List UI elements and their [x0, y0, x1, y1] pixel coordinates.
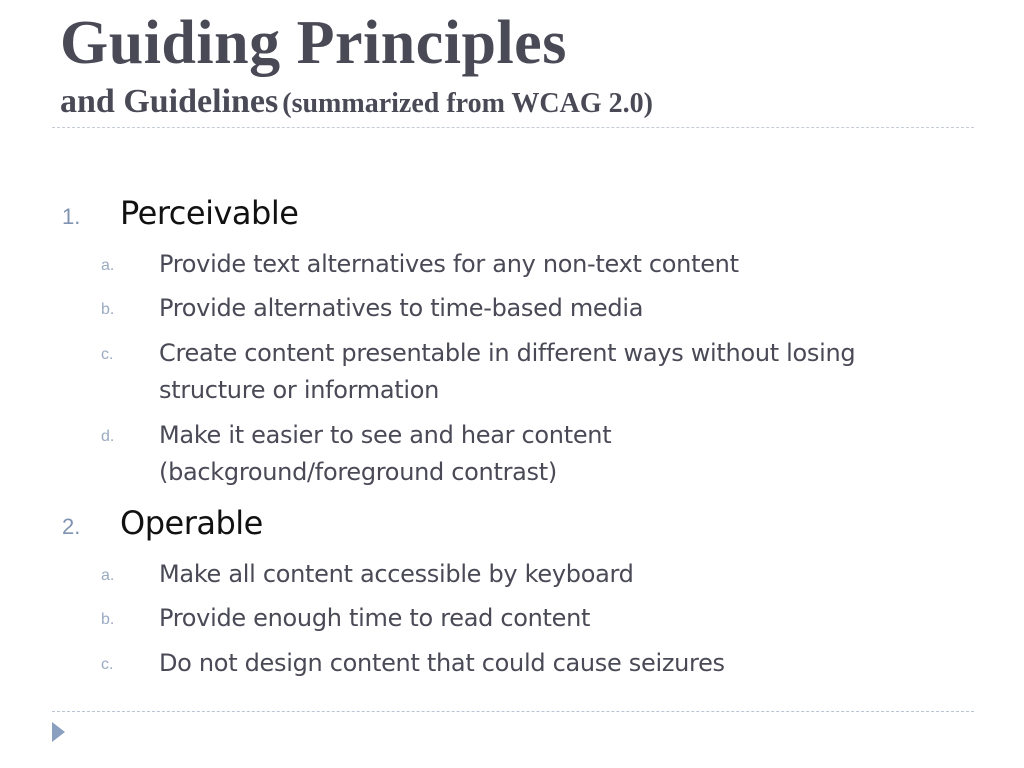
- guideline-letter: c.: [101, 346, 114, 363]
- guideline-item: [0, 600, 1024, 637]
- guideline-item: [0, 417, 1024, 491]
- guideline-text: Make all content accessible by keyboard: [159, 560, 634, 588]
- guideline-item: [0, 290, 1024, 327]
- principle-item: [0, 504, 1024, 548]
- guideline-letter: a.: [101, 567, 115, 584]
- guideline-text: Create content presentable in different ways without losing structure or information: [159, 339, 856, 404]
- slide-title: Guiding Principles: [60, 9, 567, 77]
- guideline-letter: c.: [101, 656, 114, 673]
- guideline-letter: b.: [101, 611, 115, 628]
- guideline-item: [0, 556, 1024, 593]
- guideline-text: Provide enough time to read content: [159, 604, 591, 632]
- slide-subtitle: [60, 82, 972, 128]
- principle-label: Operable: [120, 504, 263, 542]
- guideline-letter: a.: [101, 257, 115, 274]
- guideline-item: [0, 335, 1024, 409]
- principle-label: Perceivable: [120, 194, 299, 232]
- subtitle-paren: (summarized from WCAG 2.0): [282, 88, 653, 119]
- subtitle-main: and Guidelines: [60, 83, 279, 120]
- play-arrow-icon[interactable]: [52, 722, 65, 742]
- guideline-letter: d.: [101, 428, 115, 445]
- principle-item: [0, 194, 1024, 238]
- title-divider: [52, 127, 974, 128]
- guideline-text: Provide text alternatives for any non-text content: [159, 250, 739, 278]
- guideline-item: [0, 246, 1024, 283]
- guideline-letter: b.: [101, 301, 115, 318]
- principle-number: 2.: [62, 514, 81, 539]
- guideline-item: [0, 645, 1024, 682]
- guideline-text: Provide alternatives to time-based media: [159, 294, 644, 322]
- guideline-text: Do not design content that could cause seizures: [159, 649, 725, 677]
- guideline-text: Make it easier to see and hear content (background/foreground contrast): [159, 421, 612, 486]
- principle-number: 1.: [62, 204, 81, 229]
- footer-divider: [52, 711, 974, 712]
- title-block: [60, 4, 972, 128]
